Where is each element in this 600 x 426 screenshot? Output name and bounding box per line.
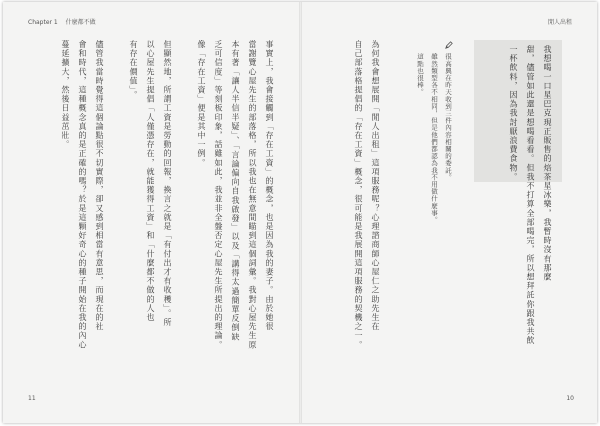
right-paragraph-1: 為何我會想展開「閒人出租」這項服務呢？心理諮商師心屋仁之助先生在 bbox=[371, 40, 380, 332]
quote-line-3: 一杯飲料，因為我討厭浪費食物。 bbox=[509, 45, 518, 182]
book-gutter bbox=[299, 2, 302, 423]
right-paragraph-2: 自己部落格提倡的「存在工資」概念，很可能是我展開這項服務的契機之一。 bbox=[354, 40, 363, 350]
left-paragraph-4: 乏可信度」等刻板印象，話雖如此，我並非全盤否定心屋先生所提出的理論。 bbox=[214, 40, 223, 350]
pencil-icon bbox=[445, 41, 453, 49]
left-paragraph-1: 事實上，我會接觸到「存在工資」的概念，也是因為我的妻子。由於她很 bbox=[265, 40, 274, 332]
left-page-number: 11 bbox=[28, 395, 36, 402]
left-paragraph-11: 蔓延擴大，然後日益茁壯。 bbox=[61, 40, 70, 150]
left-paragraph-3: 本有著「讓人半信半疑」、「言論偏向自我啟發」以及「講得太過簡單反倒缺 bbox=[231, 40, 240, 342]
chapter-title: 什麼都不做 bbox=[65, 19, 96, 26]
note-line-1: 很高興在昨天收到三件內容相關的委託。 bbox=[444, 53, 452, 181]
note-line-3: 這點也很棒。 bbox=[416, 53, 424, 96]
right-running-head: 閒人出租 bbox=[547, 19, 572, 26]
chapter-label: Chapter 1 bbox=[28, 19, 58, 26]
request-quote-box bbox=[474, 40, 562, 346]
right-page-number: 10 bbox=[566, 395, 574, 402]
left-paragraph-7: 以心屋先生提倡「人僅憑存在，就能獲得工資」和「什麼都不做的人也 bbox=[146, 40, 155, 323]
left-paragraph-9: 儘管我當時覺得這個論點很不切實際，卻又感到相當有意思，而現在的社 bbox=[95, 40, 104, 332]
quote-line-1: 我想喝一口星巴克現正販售的焙茶星冰樂，我暫時沒有那麼 bbox=[543, 45, 552, 282]
left-paragraph-6: 但顯然地，所謂工資是勞動的回報，換言之就是「有付出才有收穫」。所 bbox=[163, 40, 172, 328]
left-paragraph-8: 有存在價值」。 bbox=[129, 40, 138, 100]
quote-line-2: 甜，儘管如此還是想喝看看。但我不打算全部喝完，所以想拜託你跟我共飲 bbox=[526, 45, 535, 346]
note-line-2: 雖然類型各不相同，但是他們都認為我不用做什麼事。 bbox=[430, 53, 438, 224]
left-paragraph-10: 會和時代，這種概念真的是正確的嗎？於是這顆好奇心的種子開始在我的內心 bbox=[78, 40, 87, 350]
left-running-head bbox=[28, 17, 102, 26]
left-paragraph-2: 當謝覽心屋先生的部落格，所以我也在無意間瞄到這個詞彙。我對心屋先生原 bbox=[248, 40, 257, 350]
left-paragraph-5: 像「存在工資」便是其中一例。 bbox=[197, 40, 206, 168]
